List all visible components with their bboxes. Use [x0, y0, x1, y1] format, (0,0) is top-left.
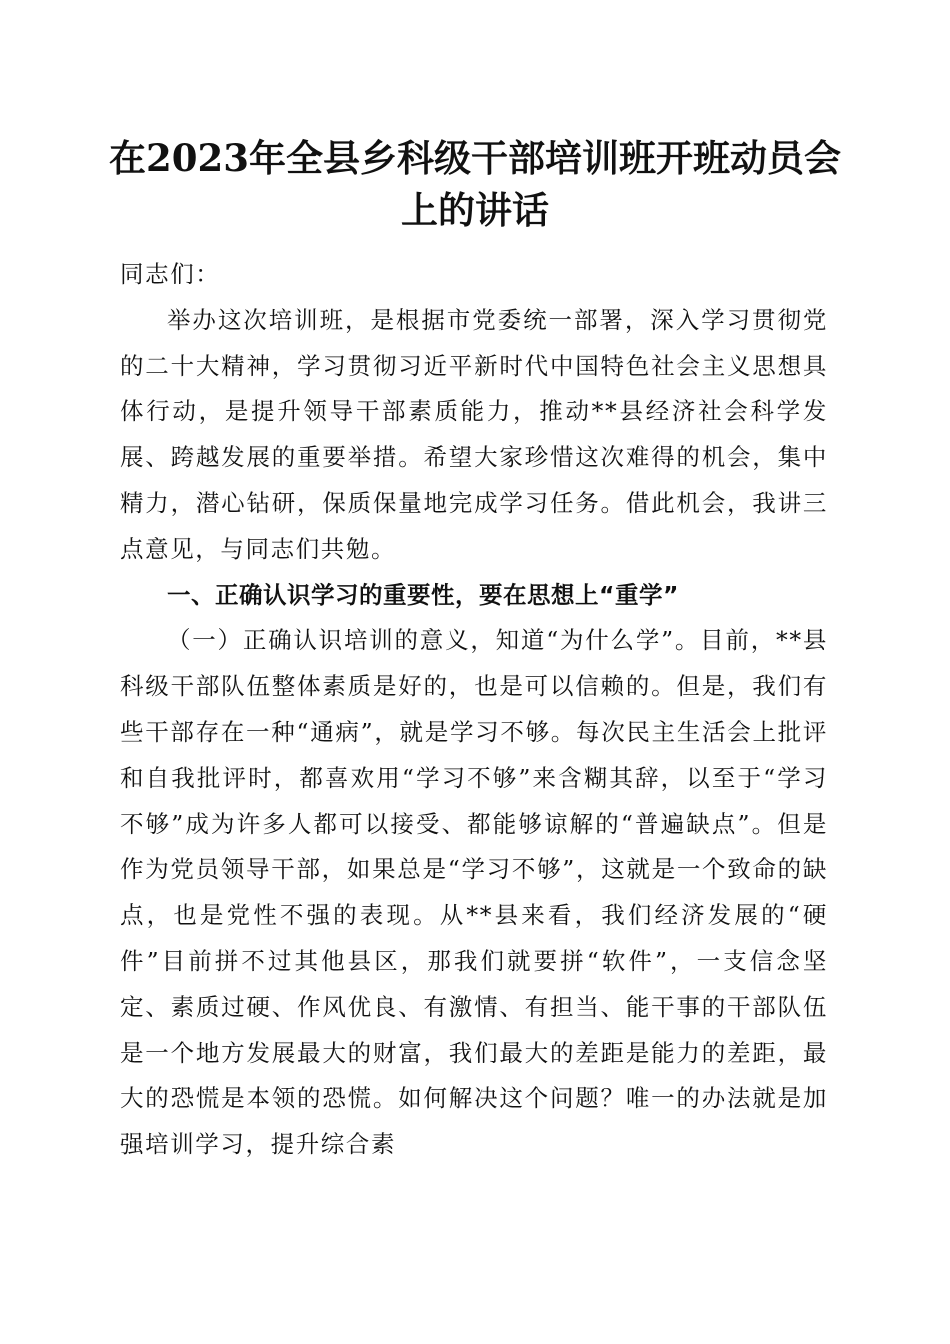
document-title: 在2023年全县乡科级干部培训班开班动员会上的讲话	[109, 136, 841, 232]
intro-paragraph: 举办这次培训班，是根据市党委统一部署，深入学习贯彻党的二十大精神，学习贯彻习近平新时代中国特色社会主义思想具体行动，是提升领导干部素质能力，推动**县经济社会科学发展、跨越发展的重要举措。希望大家珍惜这次难得的机会，集中精力，潜心钻研，保质保量地完成学习任务。借此机会，我讲三点意见，与同志们共勉。	[120, 305, 828, 563]
section-1-paragraph-1: （一）正确认识培训的意义，知道“为什么学”。目前，**县科级干部队伍整体素质是好的，也是可以信赖的。但是，我们有些干部存在一种“通病”，就是学习不够。每次民主生活会上批评和自我批评时，都喜欢用“学习不够”来含糊其辞，以至于“学习不够”成为许多人都可以接受、都能够谅解的“普遍缺点”。但是作为党员领导干部，如果总是“学习不够”，这就是一个致命的缺点，也是党性不强的表现。从**县来看，我们经济发展的“硬件”目前拼不过其他县区，那我们就要拼“软件”，一支信念坚定、素质过硬、作风优良、有激情、有担当、能干事的干部队伍是一个地方发展最大的财富，我们最大的差距是能力的差距，最大的恐慌是本领的恐慌。如何解决这个问题？唯一的办法就是加强培训学习，提升综合素	[120, 626, 828, 1159]
salutation: 同志们：	[120, 260, 221, 288]
document-body	[120, 252, 828, 1168]
section-heading-1: 一、正确认识学习的重要性，要在思想上“重学”	[167, 580, 679, 609]
